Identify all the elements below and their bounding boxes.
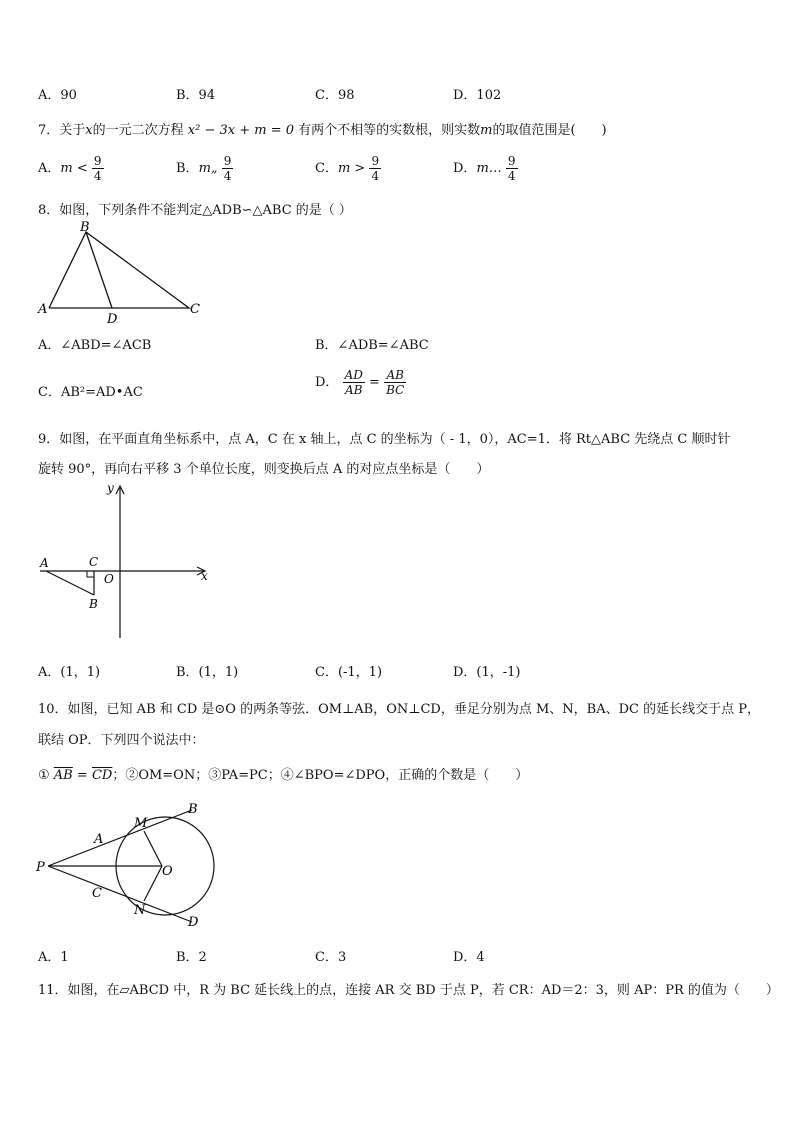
option-lhs: m„ [198, 161, 218, 176]
q9-option-d: D．(1，-1) [453, 665, 521, 680]
fraction-denominator: 4 [223, 169, 232, 183]
q9-option-b: B．(1，1) [176, 665, 239, 680]
fraction [222, 154, 234, 183]
q8-stem: 8．如图，下列条件不能判定△ADB∽△ABC 的是（ ） [38, 203, 352, 218]
q7-stem-part: 有两个不相等的实数根，则实数 [298, 123, 481, 138]
option-label: C． [315, 161, 338, 176]
option-label: D． [315, 375, 339, 390]
q9-option-c: C．(-1，1) [315, 665, 383, 680]
point-label-a: A [38, 302, 48, 317]
point-label-p: P [36, 860, 45, 875]
q7-var-x: x [85, 123, 93, 138]
q6-option-b: B．94 [176, 88, 216, 103]
q6-option-c: C．98 [315, 88, 355, 103]
q8-option-d [315, 368, 406, 397]
point-label-c: C [89, 555, 99, 569]
arc-cd: $\overline{CD}$ [91, 768, 113, 783]
point-label-m: M [134, 816, 148, 831]
option-lhs: m > [337, 161, 366, 176]
q10-option-a: A．1 [38, 950, 69, 965]
q8-option-b: B．∠ADB=∠ABC [315, 338, 429, 353]
option-lhs: m… [476, 161, 502, 176]
q7-option-c [315, 154, 381, 183]
point-label-b: B [80, 220, 90, 235]
q11-stem: 11．如图，在▱ABCD 中，R 为 BC 延长线上的点，连接 AR 交 BD 于点 P，若 CR：AD＝2：3，则 AP：PR 的值为（ ） [38, 983, 779, 998]
point-label-c: C [92, 886, 102, 901]
option-label: B． [176, 161, 199, 176]
origin-label-o: O [104, 572, 114, 586]
option-label: A． [38, 161, 61, 176]
q7-stem-part: 的一元二次方程 [92, 123, 184, 138]
fraction-numerator: AB [384, 368, 406, 383]
equals-sign: = [76, 768, 88, 783]
fraction-denominator: AB [344, 383, 363, 397]
fraction-numerator: 9 [507, 154, 516, 168]
point-label-a: A [94, 832, 104, 847]
fraction [92, 154, 104, 183]
arc-ab: $\overline{AB}$ [53, 768, 73, 783]
fraction-denominator: 4 [371, 169, 380, 183]
fraction-denominator: 4 [93, 169, 102, 183]
q7-stem-part: 的取值范围是( ) [492, 123, 607, 138]
equals-sign: = [369, 375, 380, 390]
point-label-n: N [134, 903, 146, 918]
q7-option-a [38, 154, 104, 183]
q9-coordinate-figure [34, 480, 214, 642]
fraction-numerator: 9 [223, 154, 232, 168]
q10-circle-figure [30, 797, 220, 932]
q10-stem-line2: 联结 OP．下列四个说法中： [38, 733, 205, 748]
q10-stem-part: ；②OM=ON；③PA=PC；④∠BPO=∠DPO，正确的个数是（ ） [112, 768, 529, 783]
fraction [506, 154, 518, 183]
point-label-b: B [188, 802, 198, 817]
option-lhs: m < [60, 161, 88, 176]
point-label-a: A [40, 556, 49, 570]
q7-option-b [176, 154, 233, 183]
point-label-d: D [188, 915, 199, 930]
circled-one: ① [38, 768, 50, 783]
q8-option-a: A．∠ABD=∠ACB [38, 338, 152, 353]
q8-option-c: C．AB²=AD•AC [38, 385, 143, 400]
q8-triangle-figure [34, 220, 204, 325]
q10-option-b: B．2 [176, 950, 207, 965]
fraction-denominator: 4 [507, 169, 516, 183]
point-label-d: D [107, 312, 118, 325]
axis-label-y: y [107, 481, 114, 495]
q6-option-a: A．90 [38, 88, 77, 103]
center-label-o: O [162, 864, 173, 879]
q9-option-a: A．(1，1) [38, 665, 101, 680]
fraction-denominator: BC [386, 383, 405, 397]
option-label: D． [453, 161, 477, 176]
fraction [384, 368, 406, 397]
q7-equation: x² − 3x + m = 0 [187, 123, 294, 138]
fraction-numerator: 9 [371, 154, 380, 168]
fraction [343, 368, 365, 397]
point-label-b: B [89, 597, 98, 611]
fraction-numerator: AD [344, 368, 363, 382]
fraction [369, 154, 381, 183]
q6-option-d: D．102 [453, 88, 502, 103]
q7-var-m: m [480, 123, 493, 138]
q10-option-c: C．3 [315, 950, 347, 965]
q9-stem-line2: 旋转 90°，再向右平移 3 个单位长度，则变换后点 A 的对应点坐标是（ ） [38, 462, 490, 477]
q7-stem-part: 7．关于 [38, 123, 86, 138]
q9-stem-line1: 9．如图，在平面直角坐标系中，点 A，C 在 x 轴上，点 C 的坐标为（ - 1，0），AC=1．将 Rt△ABC 先绕点 C 顺时针 [38, 432, 731, 447]
q10-option-d: D．4 [453, 950, 485, 965]
point-label-c: C [190, 302, 200, 317]
q7-option-d [453, 154, 518, 183]
q10-stem-line3 [38, 764, 528, 783]
q7-stem [38, 119, 607, 138]
fraction-numerator: 9 [93, 154, 102, 168]
axis-label-x: x [201, 569, 208, 583]
q10-stem-line1: 10．如图，已知 AB 和 CD 是⊙O 的两条等弦．OM⊥AB，ON⊥CD，垂足分别为点 M、N，BA、DC 的延长线交于点 P， [38, 702, 760, 717]
